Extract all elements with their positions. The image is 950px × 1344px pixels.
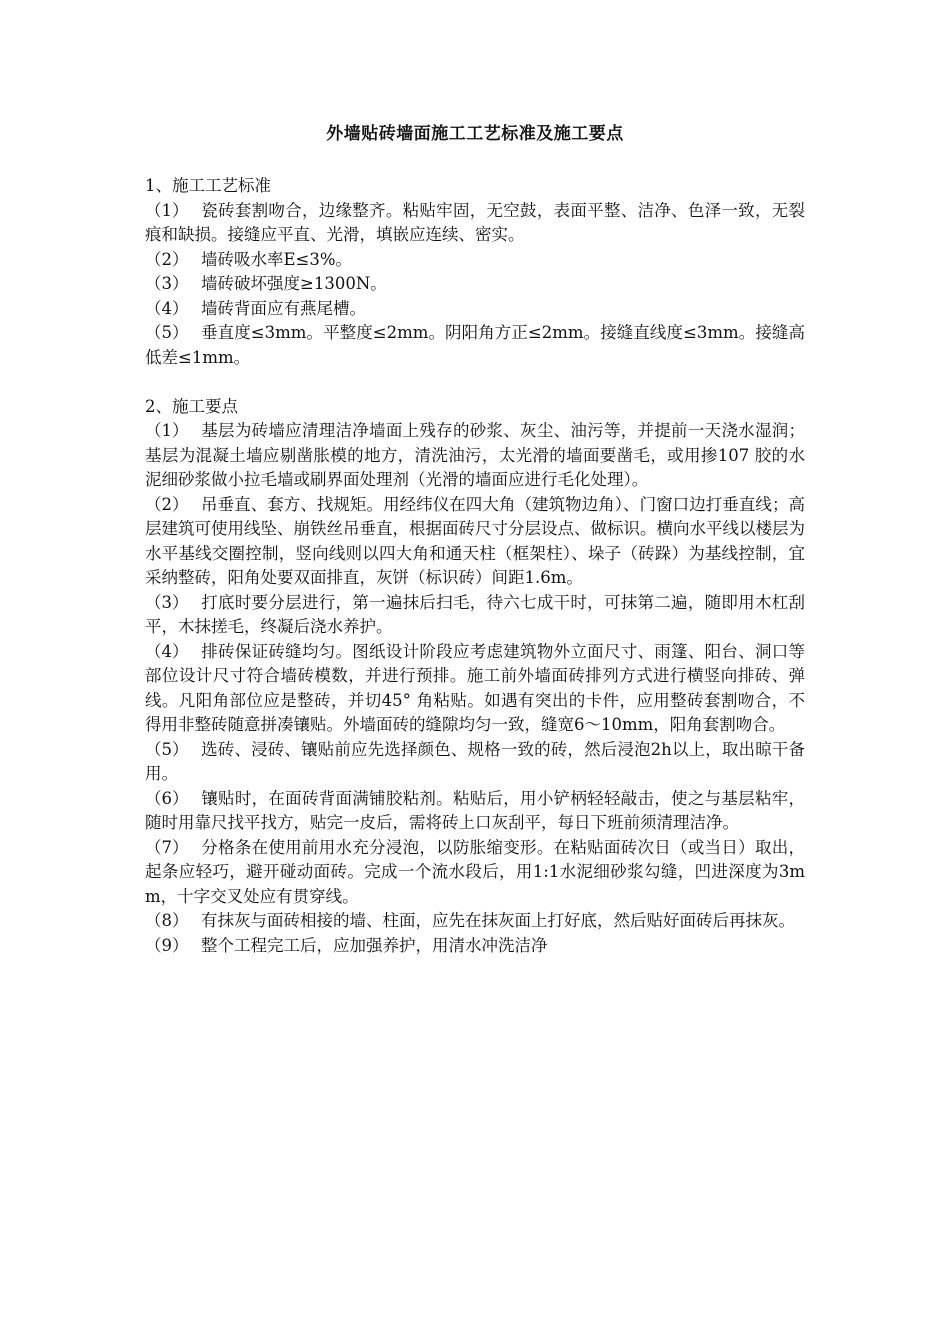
list-item [145, 272, 805, 297]
item-number: （2） [145, 494, 189, 514]
list-item [145, 199, 805, 248]
list-item [145, 787, 805, 836]
list-item [145, 297, 805, 322]
item-text: 墙砖破坏强度≥1300N。 [201, 274, 387, 293]
document-page [145, 122, 805, 958]
list-item [145, 419, 805, 493]
item-number: （4） [145, 641, 189, 661]
item-number: （5） [145, 323, 189, 342]
item-text: 选砖、浸砖、镶贴前应先选择颜色、规格一致的砖，然后浸泡2h以上，取出晾干备用。 [145, 739, 805, 783]
item-text: 吊垂直、套方、找规矩。用经纬仪在四大角（建筑物边角）、门窗口边打垂直线；高层建筑可使用线坠、崩铁丝吊垂直，根据面砖尺寸分层设点、做标识。横向水平线以楼层为水平基线交圈控制，竖向线则以四大角和通天柱（框架柱）、垛子（砖跺）为基线控制，宜采纳整砖，阳角处要双面排直，灰饼（标识砖）间距1.6m。 [145, 494, 805, 587]
section-construction-standards [145, 174, 805, 370]
item-number: （7） [145, 837, 189, 857]
section-construction-points [145, 395, 805, 959]
item-text: 分格条在使用前用水充分浸泡，以防胀缩变形。在粘贴面砖次日（或当日）取出，起条应轻巧，避开碰动面砖。完成一个流水段后，用1:1水泥细砂浆勾缝，凹进深度为3mm，十字交叉处应有贯穿线。 [145, 837, 805, 906]
section-heading: 2、施工要点 [145, 396, 238, 416]
item-text: 整个工程完工后，应加强养护，用清水冲洗洁净 [201, 935, 548, 955]
item-text: 有抹灰与面砖相接的墙、柱面，应先在抹灰面上打好底，然后贴好面砖后再抹灰。 [201, 911, 795, 930]
list-item [145, 321, 805, 370]
item-number: （1） [145, 200, 189, 220]
list-item [145, 591, 805, 640]
item-text: 瓷砖套割吻合，边缘整齐。粘贴牢固，无空鼓，表面平整、洁净、色泽一致，无裂痕和缺损。接缝应平直、光滑，填嵌应连续、密实。 [145, 200, 805, 244]
item-number: （2） [145, 249, 189, 269]
item-text: 打底时要分层进行，第一遍抹后扫毛，待六七成干时，可抹第二遍，随即用木杠刮平，木抹搓毛，终凝后浇水养护。 [145, 592, 805, 636]
item-text: 镶贴时，在面砖背面满铺胶粘剂。粘贴后，用小铲柄轻轻敲击，使之与基层粘牢，随时用靠尺找平找方，贴完一皮后，需将砖上口灰刮平，每日下班前须清理洁净。 [145, 788, 805, 832]
section-spacer [145, 370, 805, 395]
item-number: （1） [145, 421, 189, 440]
section-heading: 1、施工工艺标准 [145, 176, 271, 195]
item-number: （4） [145, 298, 189, 318]
item-number: （9） [145, 935, 189, 955]
item-text: 墙砖背面应有燕尾槽。 [201, 298, 366, 318]
item-number: （3） [145, 592, 189, 612]
item-text: 基层为砖墙应清理洁净墙面上残存的砂浆、灰尘、油污等，并提前一天浇水湿润；基层为混凝土墙应剔凿胀模的地方，清洗油污，太光滑的墙面要凿毛，或用掺107 胶的水泥细砂浆做小拉毛墙或刷界面处理剂（光滑的墙面应进行毛化处理）。 [145, 421, 805, 489]
item-text: 垂直度≤3mm。平整度≤2mm。阴阳角方正≤2mm。接缝直线度≤3mm。接缝高低差≤1mm。 [145, 323, 805, 367]
item-text: 墙砖吸水率E≤3%。 [201, 249, 353, 269]
document-title: 外墙贴砖墙面施工工艺标准及施工要点 [326, 124, 624, 144]
item-number: （6） [145, 788, 189, 808]
list-item [145, 909, 805, 934]
list-item [145, 934, 805, 959]
list-item [145, 640, 805, 738]
item-number: （8） [145, 911, 189, 930]
list-item [145, 248, 805, 273]
item-number: （5） [145, 739, 189, 759]
list-item [145, 738, 805, 787]
list-item [145, 836, 805, 910]
item-text: 排砖保证砖缝均匀。图纸设计阶段应考虑建筑物外立面尺寸、雨篷、阳台、洞口等部位设计尺寸符合墙砖模数，并进行预排。施工前外墙面砖排列方式进行横竖向排砖、弹线。凡阳角部位应是整砖，并切45° 角粘贴。如遇有突出的卡件，应用整砖套割吻合，不得用非整砖随意拼凑镶贴。外墙面砖的缝隙均匀一致，缝宽6～10mm，阳角套割吻合。 [145, 641, 805, 734]
list-item [145, 493, 805, 591]
item-number: （3） [145, 274, 189, 293]
